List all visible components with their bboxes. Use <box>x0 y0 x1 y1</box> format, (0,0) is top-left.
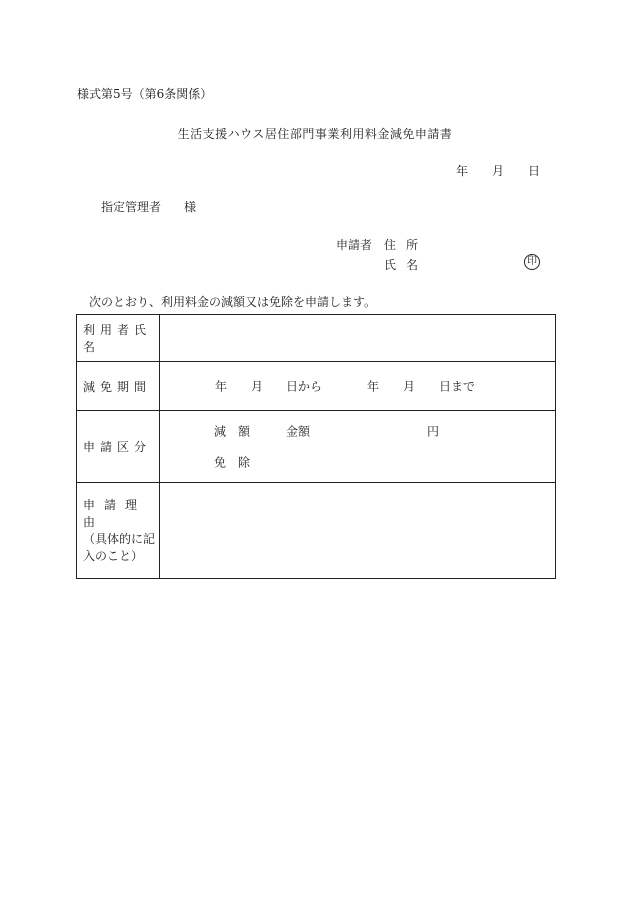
table-row <box>77 362 556 411</box>
reason-label-note-1: （具体的に記 <box>83 531 156 546</box>
user-name-field[interactable] <box>160 315 556 362</box>
date-day-label: 日 <box>528 164 541 178</box>
form-number: 様式第5号（第6条関係） <box>77 87 213 101</box>
addressee: 指定管理者 <box>101 200 162 214</box>
date-month-label: 月 <box>492 164 505 178</box>
reason-label-note-2: 入のこと） <box>83 548 144 563</box>
reason-label-cell <box>77 483 160 579</box>
user-name-label-cell <box>77 315 160 362</box>
period-to-year: 年 <box>367 379 380 394</box>
addressee-suffix: 様 <box>184 200 197 214</box>
user-name-label: 利用者氏名 <box>83 323 152 354</box>
applicant-address-label: 住所 <box>384 238 429 252</box>
period-label: 減免期間 <box>83 379 152 394</box>
document-title: 生活支援ハウス居住部門事業利用料金減免申請書 <box>177 127 453 141</box>
seal-mark: 印 <box>524 254 540 270</box>
yen-label: 円 <box>427 424 440 439</box>
exemption-option[interactable]: 免 除 <box>214 455 251 470</box>
amount-label: 金額 <box>286 424 311 439</box>
reason-field[interactable] <box>160 483 556 579</box>
period-to-month: 月 <box>403 379 416 394</box>
date-year-label: 年 <box>456 164 469 178</box>
period-field[interactable] <box>160 362 556 411</box>
period-from-day: 日から <box>286 379 323 394</box>
period-from-year: 年 <box>215 379 228 394</box>
table-row <box>77 411 556 483</box>
category-label-cell <box>77 411 160 483</box>
table-row <box>77 483 556 579</box>
table-row <box>77 315 556 362</box>
category-label: 申請区分 <box>83 440 152 454</box>
period-to-day: 日まで <box>439 379 476 394</box>
reason-label: 申請理由 <box>83 497 147 529</box>
reduction-option[interactable]: 減 額 <box>214 424 251 439</box>
application-table <box>76 314 556 579</box>
category-field[interactable] <box>160 411 556 483</box>
period-from-month: 月 <box>251 379 264 394</box>
applicant-label: 申請者 <box>336 238 373 252</box>
applicant-name-label: 氏名 <box>384 258 429 272</box>
period-label-cell <box>77 362 160 411</box>
intro-text: 次のとおり、利用料金の減額又は免除を申請します。 <box>89 295 377 309</box>
